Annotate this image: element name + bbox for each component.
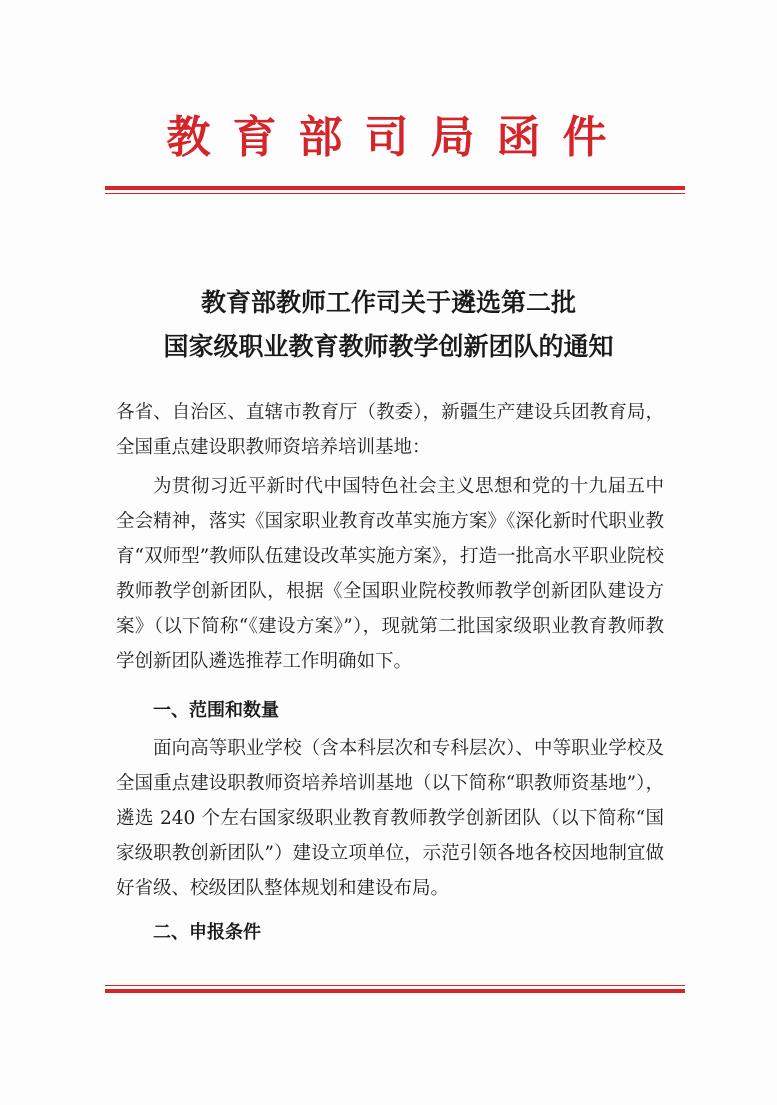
letterhead-title: 教育部司局函件 xyxy=(166,112,629,163)
section-heading-scope: 一、范围和数量 xyxy=(153,700,279,721)
footer-rule-thin xyxy=(105,985,685,986)
letterhead-rule-thick xyxy=(105,186,685,190)
intro-paragraph: 为贯彻习近平新时代中国特色社会主义思想和党的十九届五中全会精神，落实《国家职业教育改革实施方案》《深化新时代职业教育“双师型”教师队伍建设改革实施方案》，打造一批高水平职业院校教师教学创新团队，根据《全国职业院校教师教学创新团队建设方案》（以下简称“《建设方案》”），现就第二批国家级职业教育教师教学创新团队遴选推荐工作明确如下。 xyxy=(116,476,664,672)
addressee-paragraph: 各省、自治区、直辖市教育厅（教委），新疆生产建设兵团教育局，全国重点建设职教师资培养培训基地： xyxy=(116,402,664,458)
letterhead-rule-thin xyxy=(105,193,685,194)
document-title-line2: 国家级职业教育教师教学创新团队的通知 xyxy=(163,332,614,361)
document-title-line1: 教育部教师工作司关于遴选第二批 xyxy=(200,288,576,317)
section-heading-requirements: 二、申报条件 xyxy=(153,922,261,943)
footer-rule-thick xyxy=(105,989,685,993)
scope-paragraph: 面向高等职业学校（含本科层次和专科层次）、中等职业学校及全国重点建设职教师资培养培训基地（以下简称“职教师资基地”），遴选 240 个左右国家级职业教育教师教学创新团队（以下简称“国家级职教创新团队”）建设立项单位，示范引领各地各校因地制宜做好省级、校级团队整体规划和建设布局。 xyxy=(116,738,664,899)
